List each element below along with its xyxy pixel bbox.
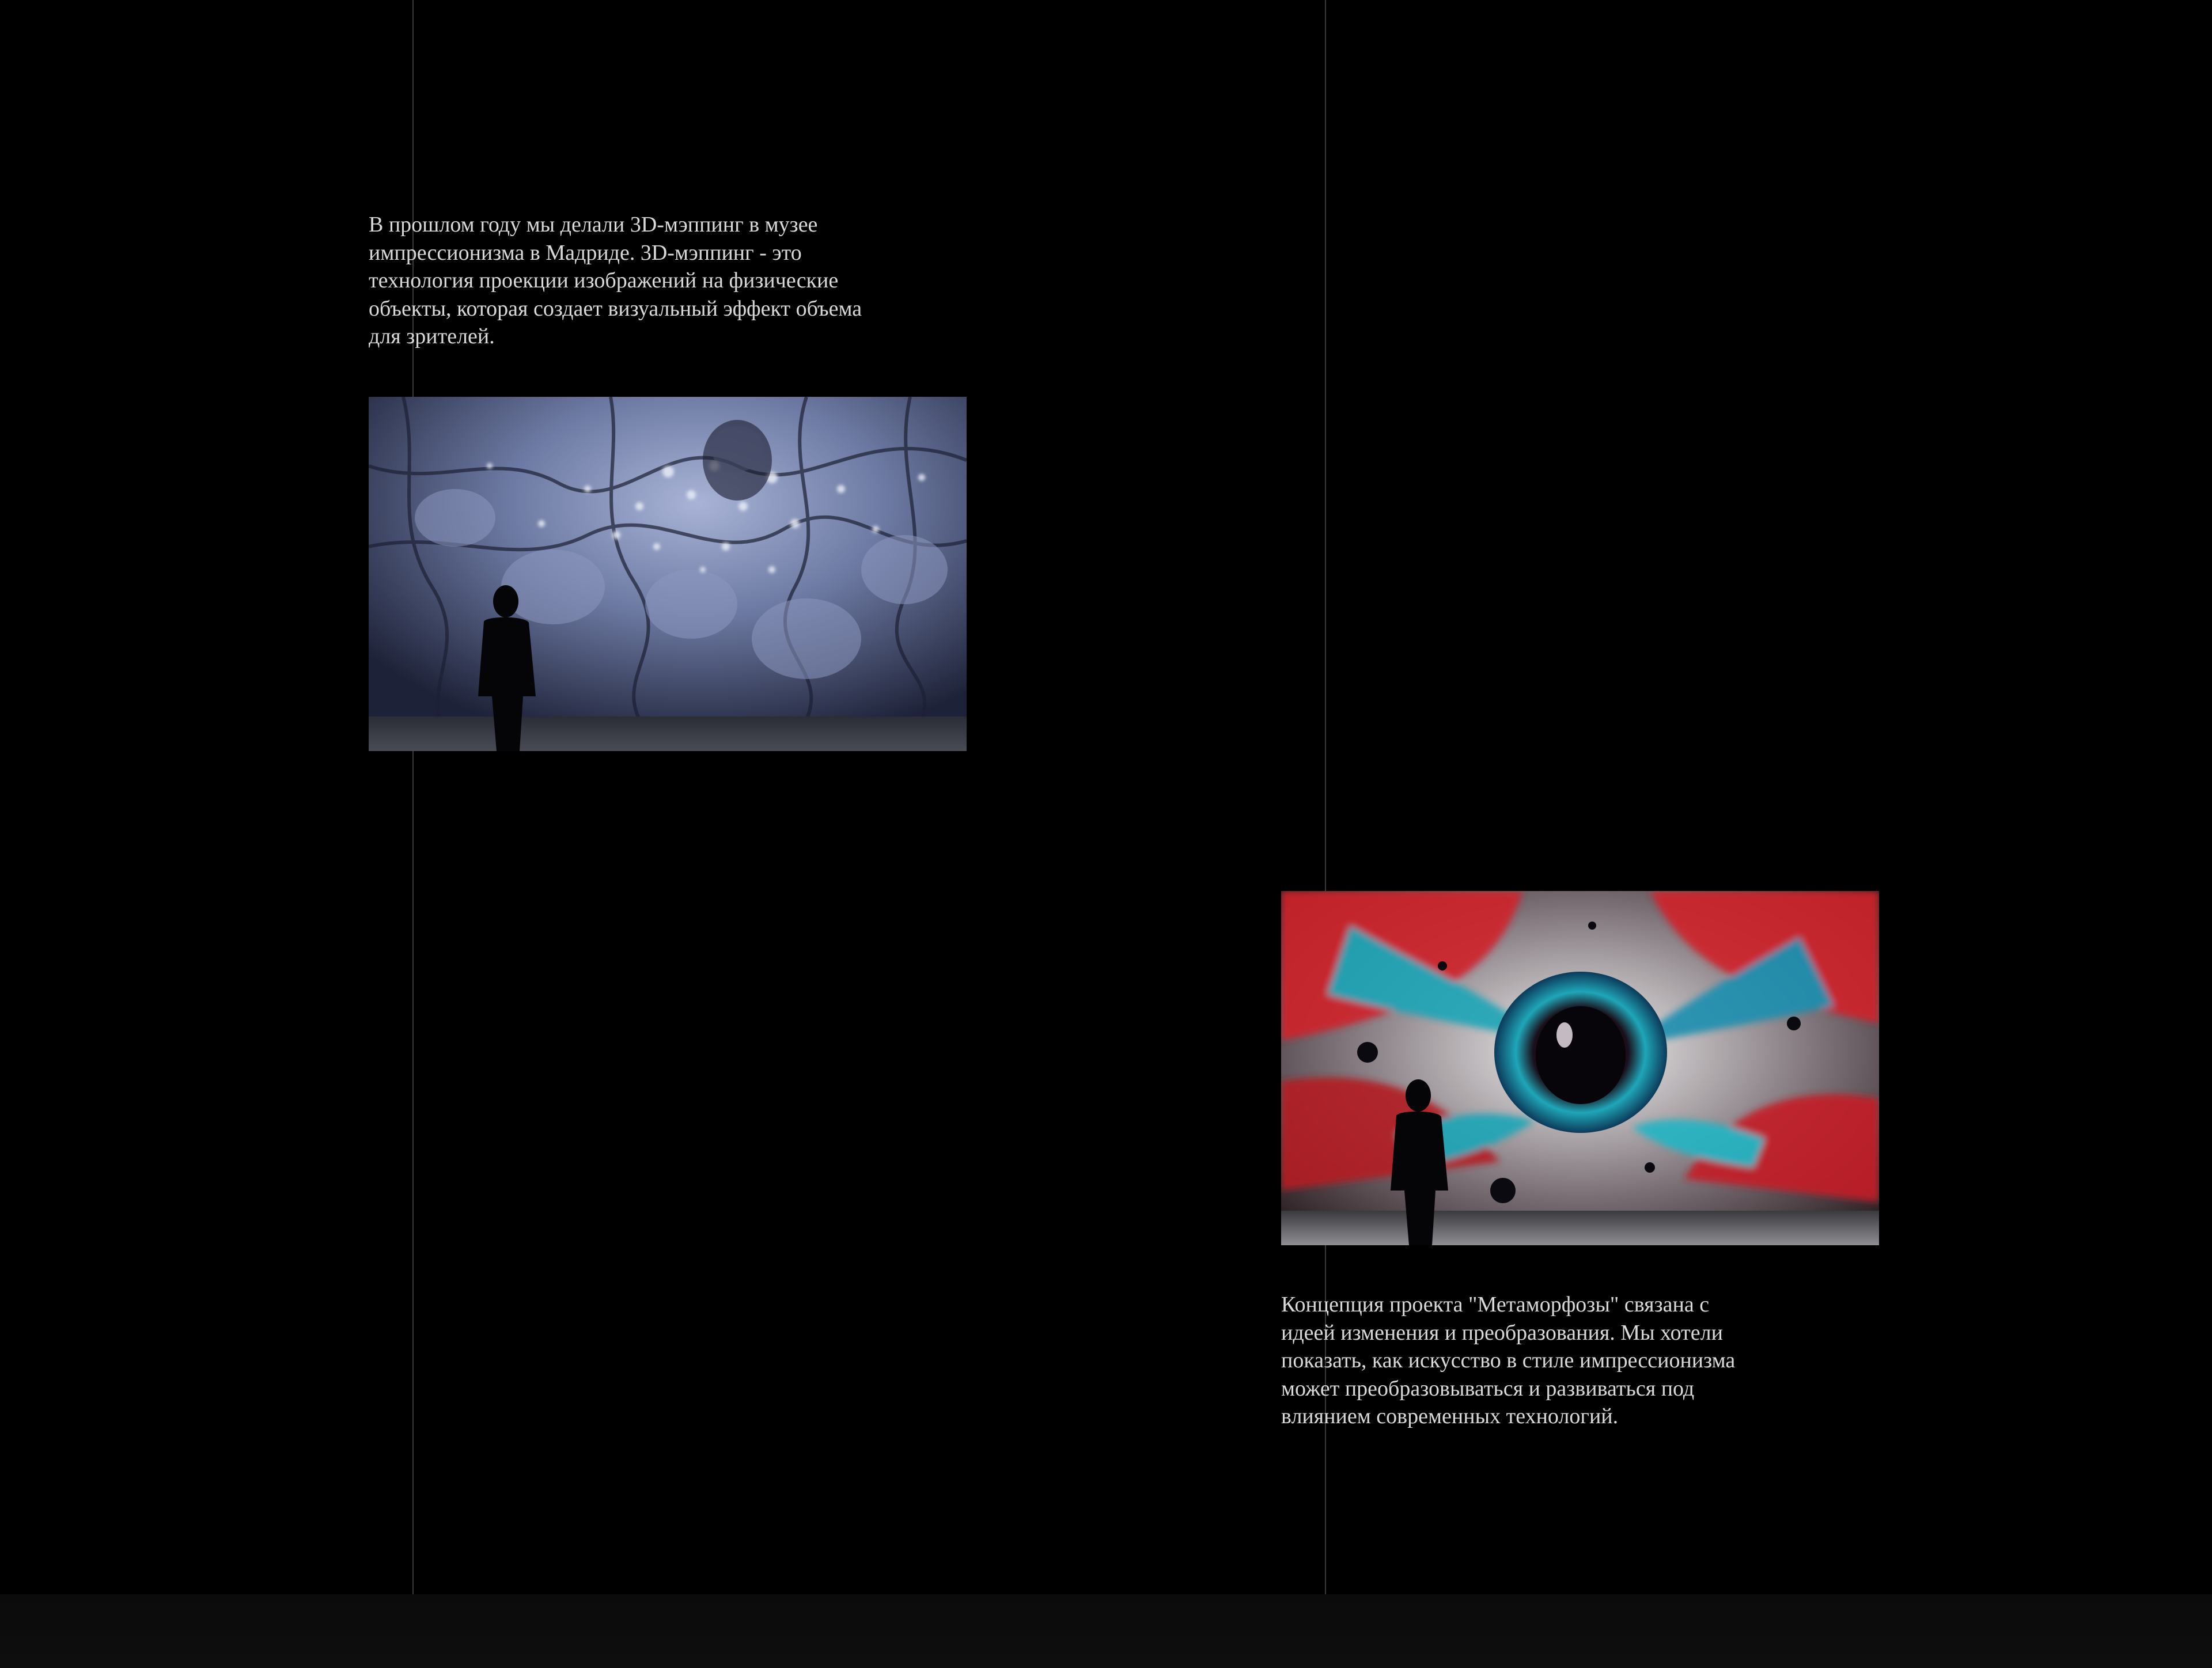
blue-projection-photo — [369, 397, 967, 751]
metamorphoses-concept-paragraph: Концепция проекта "Метаморфозы" связана с идеей изменения и преобразования. Мы хотели показать, как искусство в стиле импрессионизма может преобразовываться и развиваться под влиянием современных технологий. — [1281, 1292, 1736, 1428]
blue-projection-image — [369, 397, 967, 751]
footer-band — [0, 1594, 2212, 1668]
red-teal-projection-image — [1281, 891, 1879, 1245]
red-teal-projection-photo — [1281, 891, 1879, 1245]
madrid-mapping-paragraph: В прошлом году мы делали 3D-мэппинг в музее импрессионизма в Мадриде. 3D-мэппинг - это технология проекции изображений на физические объекты, которая создает визуальный эффект объема для зрителей. — [369, 213, 862, 348]
